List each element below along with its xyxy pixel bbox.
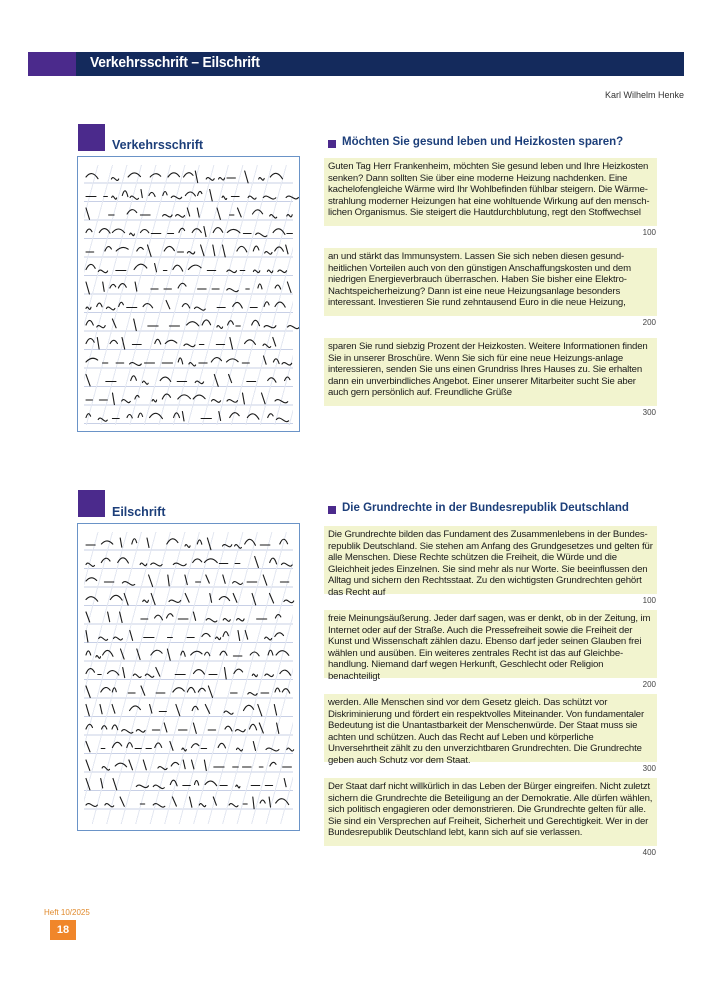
text-block: Die Grundrechte bilden das Fundament des Zusammenlebens in der Bundes-republik Deutschland. Sie stehen am Anfang des Grundgesetzes und gelten für alle Menschen. Diese Rechte schützen die Freiheit, die Würde und die Gleichheit jedes Einzelnen. Sie sind mehr als nur Worte. Sie beeinflussen den Alltag und sichern den Rechtsstaat. Zu den wichtigsten Grundrechten gehört das Recht auf <box>324 526 657 594</box>
shorthand-line <box>86 538 288 550</box>
article-title-heizkosten: Möchten Sie gesund leben und Heizkosten sparen? <box>342 136 624 148</box>
shorthand-line <box>86 575 289 587</box>
syllable-count: 100 <box>642 228 656 237</box>
shorthand-line <box>86 557 292 568</box>
text-block: freie Meinungsäußerung. Jeder darf sagen, was er denkt, ob in der Zeitung, im Internet oder auf der Straße. Auch die Pressefreiheit sowie die Freiheit der Kunst und Wissenschaft zählen dazu. Ebenso darf jeder seinen Glauben frei wählen und ausüben. Ein weiteres zentrales Recht ist das auf Gleichbe-handlung. Niemand darf wegen Herkunft, Geschlecht oder Religion benachteiligt <box>324 610 657 678</box>
text-block: Der Staat darf nicht willkürlich in das Leben der Bürger eingreifen. Nicht zuletzt sichern die Grundrechte die Beteiligung an der Demokratie. Alle dürfen wählen, sich politisch engagieren oder demonstrieren. Die Grundrechte gelten für alle. Sie sind ein Versprechen auf Freiheit, Sicherheit und Gerechtigkeit. Wer in der Bundesrepublik Deutschland lebt, kann sich auf sie verlassen. <box>324 778 657 846</box>
shorthand-image-eilschrift <box>77 523 300 831</box>
text-block: Guten Tag Herr Frankenheim, möchten Sie gesund leben und Ihre Heizkosten senken? Dann sollten Sie über eine moderne Heizung nachdenken. Eine kachelofengleiche Wärme wird Ihr Wohlbefinden fühlbar steigern. Die Wärme-strahlung moderner Heizungen hat eine wohltuende Wirkung auf den mensch-lichen Organismus. Sie steigert die Hautdurchblutung, regt den Stoffwechsel <box>324 158 657 226</box>
article-marker <box>328 506 336 514</box>
shorthand-line <box>86 393 288 405</box>
shorthand-line <box>86 723 279 733</box>
shorthand-line <box>86 319 299 331</box>
article-title-grundrechte: Die Grundrechte in der Bundesrepublik Deutschland <box>342 502 629 514</box>
syllable-count: 200 <box>642 318 656 327</box>
shorthand-line <box>86 301 285 311</box>
text-block: werden. Alle Menschen sind vor dem Gesetz gleich. Das schützt vor Diskriminierung und fördert ein respektvolles Miteinander. Von fundamentaler Bedeutung ist die Unantastbarkeit der Menschenwürde. Der Staat muss sie achten und schützen. Auch das Recht auf Leben und körperliche Unversehrtheit zählt zu den unverzichtbaren Grundrechten. Die Grundrechte geben auch Schutz vor dem Staat. <box>324 694 657 762</box>
issue-label: Heft 10/2025 <box>44 908 90 917</box>
section-title-verkehrsschrift: Verkehrsschrift <box>112 138 204 152</box>
shorthand-line <box>86 631 284 643</box>
shorthand-line <box>86 594 294 606</box>
syllable-count: 300 <box>642 408 656 417</box>
shorthand-strokes <box>78 157 300 432</box>
page-number: 18 <box>50 920 76 940</box>
shorthand-line <box>86 760 291 771</box>
shorthand-line <box>86 797 289 809</box>
shorthand-line <box>86 227 292 237</box>
shorthand-line <box>86 705 277 716</box>
page-title: Verkehrsschrift – Eilschrift <box>90 54 260 71</box>
shorthand-line <box>86 282 291 294</box>
shorthand-line <box>86 668 291 680</box>
shorthand-line <box>86 338 276 350</box>
syllable-count: 100 <box>642 596 656 605</box>
text-block: an und stärkt das Immunsystem. Lassen Sie sich neben diesen gesund-heitlichen Vorteilen auch von den günstigen Anschaffungskosten und dem niedrigen Energieverbrauch überraschen. Haben Sie bisher eine Elektro-Nachtspeicherheizung? Dann ist eine neue Heizungsanlage besonders interessant. Investieren Sie rund zehntausend Euro in die neue Heizung, <box>324 248 657 316</box>
section-marker <box>78 124 105 151</box>
shorthand-line <box>86 171 283 183</box>
shorthand-image-verkehrsschrift <box>77 156 300 432</box>
syllable-count: 300 <box>642 764 656 773</box>
author-name: Karl Wilhelm Henke <box>604 90 684 100</box>
shorthand-line <box>86 356 292 366</box>
text-block: sparen Sie rund siebzig Prozent der Heizkosten. Weitere Informationen finden Sie in unserer Broschüre. Wenn Sie sich für eine neue Heizungs-anlage interessieren, senden Sie uns einen Grundriss Ihres Hauses zu. Sie erhalten dann ein unverbindliches Angebot. Einer unserer Mitarbeiter sucht Sie aber auch gern persönlich auf. Freundliche Grüße <box>324 338 657 406</box>
shorthand-line <box>86 612 281 623</box>
shorthand-line <box>86 412 289 422</box>
banner-accent <box>28 52 76 76</box>
shorthand-line <box>86 686 290 698</box>
section-marker <box>78 490 105 517</box>
header-banner <box>28 52 684 76</box>
syllable-count: 400 <box>642 848 656 857</box>
shorthand-line <box>86 264 287 273</box>
section-title-eilschrift: Eilschrift <box>112 505 166 519</box>
shorthand-line <box>86 742 294 752</box>
shorthand-strokes <box>78 524 300 831</box>
shorthand-line <box>86 208 292 219</box>
syllable-count: 200 <box>642 680 656 689</box>
shorthand-line <box>86 779 286 790</box>
shorthand-line <box>86 190 298 201</box>
article-marker <box>328 140 336 148</box>
shorthand-line <box>86 375 290 387</box>
shorthand-line <box>86 245 288 257</box>
shorthand-line <box>86 649 289 660</box>
